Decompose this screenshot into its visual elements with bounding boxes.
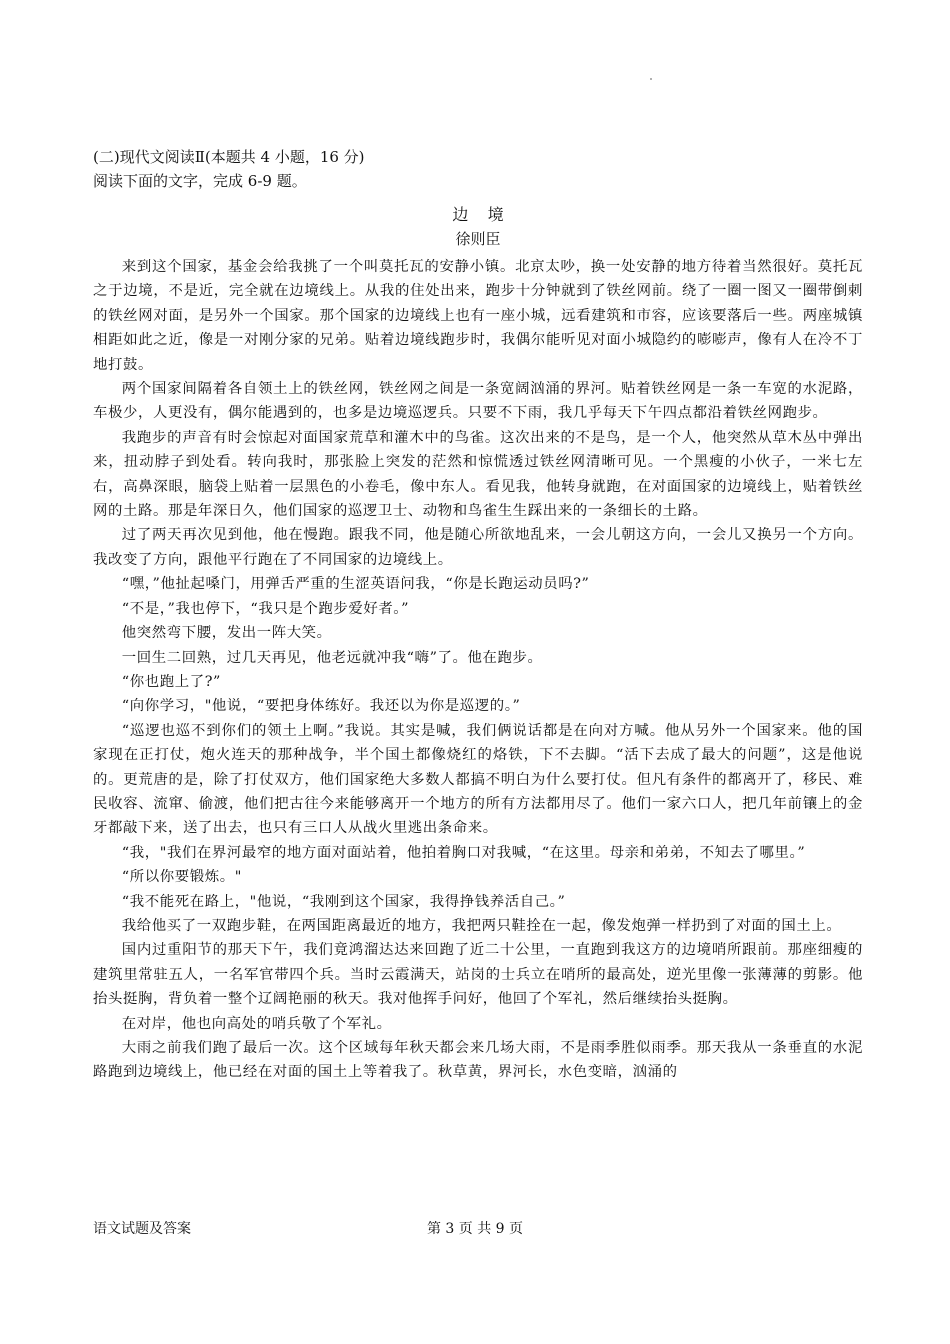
footer-document-name: 语文试题及答案 <box>93 1221 191 1237</box>
article-paragraph: “你也跑上了?” <box>121 673 221 690</box>
section-heading: (二)现代文阅读Ⅱ(本题共 4 小题，16 分) <box>93 148 365 166</box>
article-paragraph: 两个国家间隔着各自领土上的铁丝网，铁丝网之间是一条宽阔汹涌的界河。贴着铁丝网是一条一车宽的水泥路，车极少，人更没有，偶尔能遇到的，也多是边境巡逻兵。只要不下雨，我几乎每天下午四点都沿着铁丝网跑步。 <box>93 381 863 422</box>
article-title: 边境 <box>452 205 523 224</box>
article-paragraph: “向你学习，"他说，“要把身体练好。我还以为你是巡逻的。” <box>121 698 521 715</box>
article-paragraph: 我跑步的声音有时会惊起对面国家荒草和灌木中的鸟雀。这次出来的不是鸟，是一个人，他突然从草木丛中弹出来，扭动脖子到处看。转向我时，那张脸上突发的茫然和惊慌透过铁丝网清晰可见。一个黑瘦的小伙子，一米七左右，高鼻深眼，脑袋上贴着一层黑色的小卷毛，像中东人。看见我，他转身就跑，在对面国家的边境线上，贴着铁丝网的土路。那是年深日久，他们国家的巡逻卫士、动物和鸟雀生生踩出来的一条细长的土路。 <box>93 429 863 520</box>
article-paragraph: 国内过重阳节的那天下午，我们竟鸿溜达达来回跑了近二十公里，一直跑到我这方的边境哨所跟前。那座细瘦的建筑里常驻五人，一名军官带四个兵。当时云霞满天，站岗的士兵立在哨所的最高处，逆光里像一张薄薄的剪影。他抬头挺胸，背负着一整个辽阔艳丽的秋天。我对他挥手问好，他回了个军礼，然后继续抬头挺胸。 <box>93 942 863 1008</box>
article-paragraph: 一回生二回熟，过几天再见，他老远就冲我“嗨”了。他在跑步。 <box>121 649 543 666</box>
article-paragraph: “嘿，”他扯起嗓门，用弹舌严重的生涩英语问我，“你是长跑运动员吗?” <box>121 576 590 593</box>
article-paragraph: “所以你要锻炼。" <box>121 869 242 886</box>
article-paragraph: 过了两天再次见到他，他在慢跑。跟我不同，他是随心所欲地乱来，一会儿朝这方向，一会儿又换另一个方向。我改变了方向，跟他平行跑在了不同国家的边境线上。 <box>93 527 863 568</box>
article-paragraph: 在对岸，他也向高处的哨兵敬了个军礼。 <box>121 1015 392 1032</box>
article-paragraph: “巡逻也巡不到你们的领土上啊。”我说。其实是喊，我们俩说话都是在向对方喊。他从另外一个国家来。他的国家现在正打仗，炮火连天的那种战争，半个国土都像烧红的烙铁，下不去脚。“活下去成了最大的问题”，这是他说的。更荒唐的是，除了打仗双方，他们国家绝大多数人都搞不明白为什么要打仗。但凡有条件的都离开了，移民、难民收容、流窜、偷渡，他们把古往今来能够离开一个地方的所有方法都用尽了。他们一家六口人，把几年前镶上的金牙都敲下来，送了出去，也只有三口人从战火里逃出条命来。 <box>93 722 863 837</box>
article-paragraph: “我，"我们在界河最窄的地方面对面站着，他拍着胸口对我喊，“在这里。母亲和弟弟，不知去了哪里。” <box>121 844 806 861</box>
article-author: 徐则臣 <box>455 230 501 248</box>
section-instruction: 阅读下面的文字，完成 6-9 题。 <box>93 172 307 190</box>
article-paragraph: 他突然弯下腰，发出一阵大笑。 <box>121 625 332 642</box>
article-paragraph: 来到这个国家，基金会给我挑了一个叫莫托瓦的安静小镇。北京太吵，换一处安静的地方待着当然很好。莫托瓦之于边境，不是近，完全就在边境线上。从我的住处出来，跑步十分钟就到了铁丝网前。绕了一圈一图又一圈带倒刺的铁丝网对面，是另外一个国家。那个国家的边境线上也有一座小城，远看建筑和市容，应该要落后一些。两座城镇相距如此之近，像是一对刚分家的兄弟。贴着边境线跑步时，我偶尔能听见对面小城隐约的嘭嘭声，像有人在冷不丁地打鼓。 <box>93 259 863 373</box>
article-paragraph: 大雨之前我们跑了最后一次。这个区域每年秋天都会来几场大雨，不是雨季胜似雨季。那天我从一条垂直的水泥路跑到边境线上，他已经在对面的国土上等着我了。秋草黄，界河长，水色变暗，汹涌的 <box>93 1040 863 1081</box>
article-paragraph: 我给他买了一双跑步鞋，在两国距离最近的地方，我把两只鞋拴在一起，像发炮弹一样扔到了对面的国土上。 <box>121 917 842 934</box>
page-content <box>93 145 863 1085</box>
article-paragraph: “我不能死在路上，"他说，“我刚到这个国家，我得挣钱养活自己。” <box>121 893 566 910</box>
article-paragraph: “不是，”我也停下，“我只是个跑步爱好者。” <box>121 600 410 617</box>
page-number: 第 3 页 共 9 页 <box>426 1221 524 1237</box>
page-speck <box>650 78 652 80</box>
